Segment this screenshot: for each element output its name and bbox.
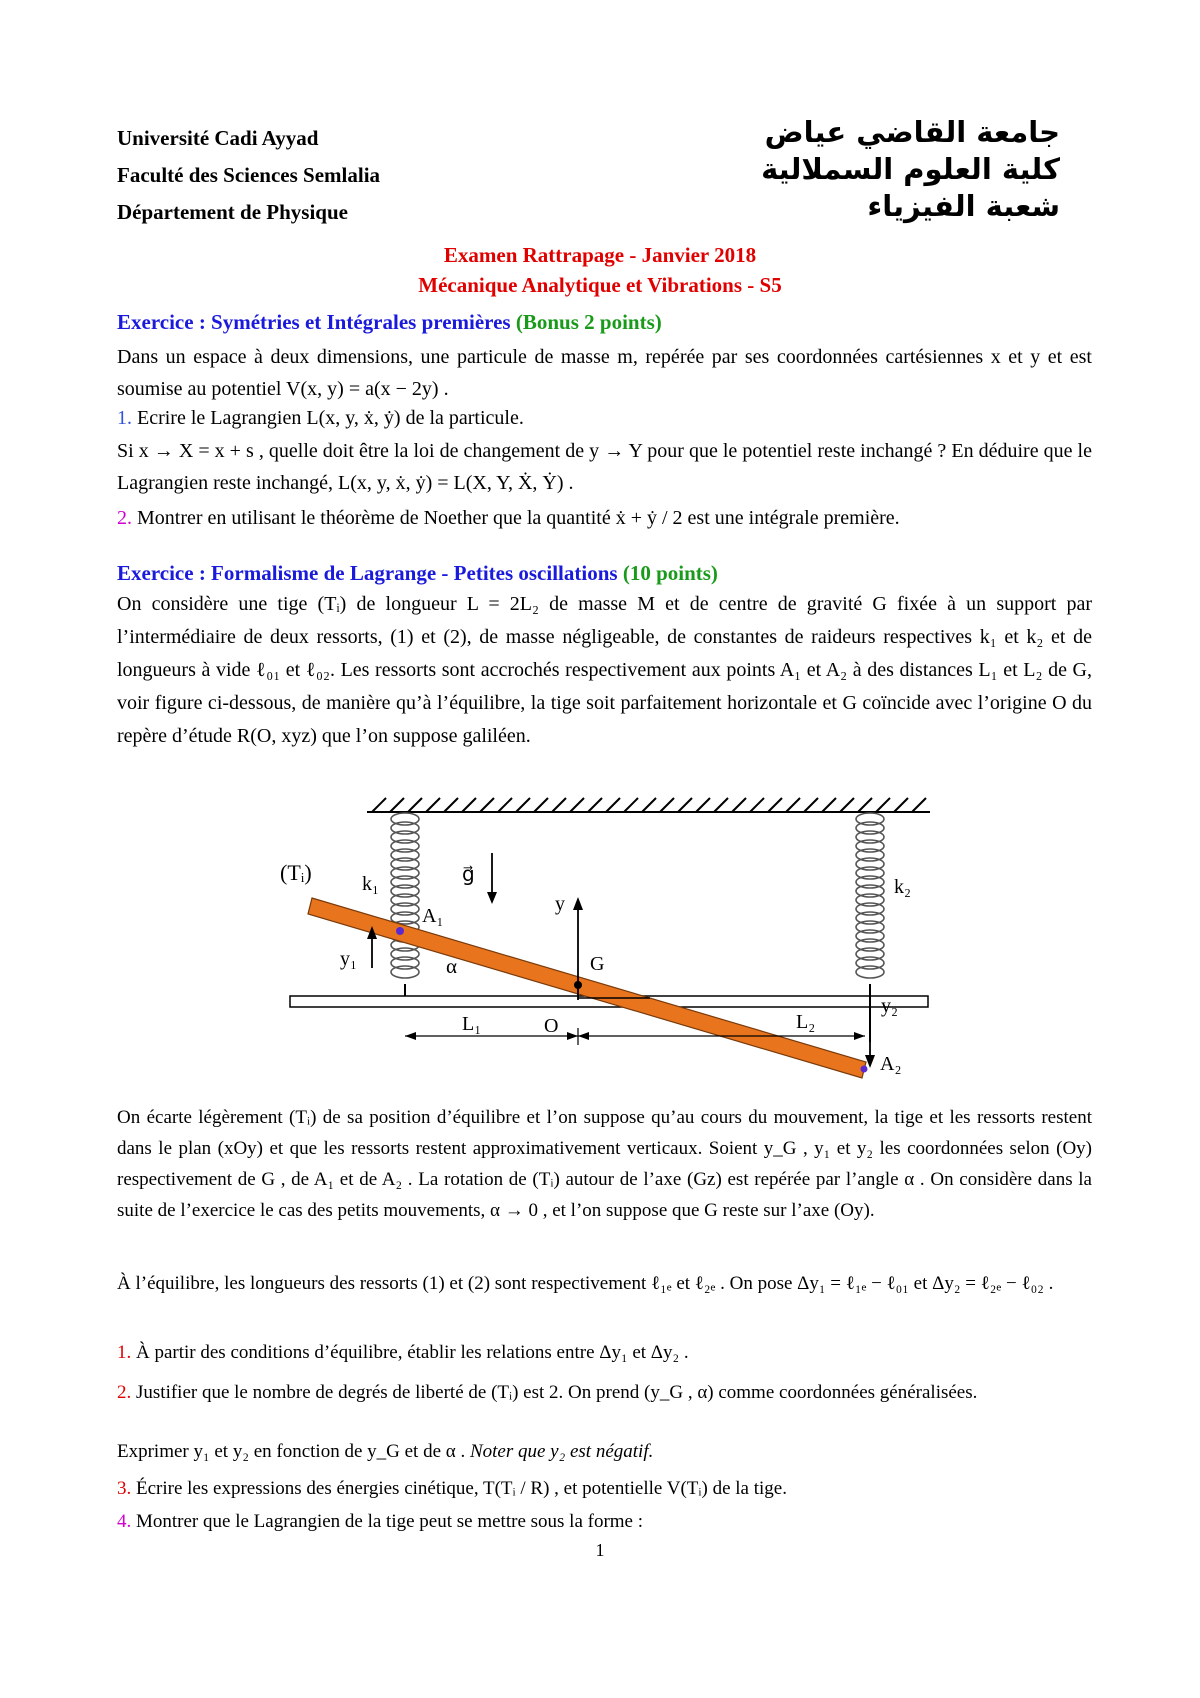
- dim-arrow-right: [854, 1032, 865, 1040]
- ceiling-hatch: [840, 798, 854, 812]
- ceiling-hatch: [786, 798, 800, 812]
- question-text: Exprimer y₁ et y₂ en fonction de y_G et de α .: [117, 1441, 466, 1462]
- question-number: 1.: [117, 1342, 132, 1363]
- ceiling-hatch: [408, 798, 422, 812]
- ceiling-hatch: [390, 798, 404, 812]
- label-a2: A₂: [880, 1053, 902, 1075]
- label-a1: A₁: [422, 905, 444, 927]
- question-text: Montrer que le Lagrangien de la tige peut se mettre sous la forme :: [136, 1511, 644, 1532]
- ceiling-hatch: [876, 798, 890, 812]
- ceiling-hatch: [552, 798, 566, 812]
- question-text: Montrer en utilisant le théorème de Noether que la quantité ẋ + ẏ / 2 est une intégrale première.: [137, 507, 900, 529]
- exercise-2-points: (10 points): [622, 561, 718, 585]
- label-g: g⃗: [462, 864, 475, 886]
- exam-title: Examen Rattrapage - Janvier 2018: [443, 243, 757, 267]
- exercise-2-question-1: [117, 1342, 1092, 1364]
- label-alpha: α: [446, 954, 458, 978]
- exercise-2-question-4: [117, 1511, 1092, 1533]
- question-text: Écrire les expressions des énergies cinétique, T(Tᵢ / R) , et potentielle V(Tᵢ) de la tige.: [136, 1478, 787, 1499]
- exercise-2-question-2b: [117, 1441, 1092, 1463]
- ceiling-hatch: [804, 798, 818, 812]
- exercise-2-paragraph-2: On écarte légèrement (Tᵢ) de sa position d’équilibre et l’on suppose qu’au cours du mouvement, la tige et les ressorts restent dans le plan (xOy) et que les ressorts restent approximativement verticaux. Soient y_G , y₁ et y₂ les coordonnées selon (Oy) respectivement de G , de A₁ et de A₂ . La rotation de (Tᵢ) autour de l’axe (Gz) est repérée par l’angle α . On considère dans la suite de l’exercice le cas des petits mouvements, α → 0 , et l’on suppose que G reste sur l’axe (Oy).: [117, 1107, 1092, 1221]
- exam-subtitle: Mécanique Analytique et Vibrations - S5: [418, 273, 782, 297]
- page-number: 1: [595, 1540, 605, 1560]
- ceiling-hatch: [696, 798, 710, 812]
- question-number: 3.: [117, 1478, 132, 1499]
- label-y2: y₂: [881, 995, 898, 1017]
- label-l1: L₁: [462, 1013, 482, 1035]
- ceiling-hatch: [822, 798, 836, 812]
- label-l2: L₂: [796, 1011, 816, 1033]
- label-y: y: [555, 893, 565, 915]
- department-name-ar: شعبة الفيزياء: [867, 189, 1060, 223]
- exercise-2-question-3: [117, 1478, 1092, 1500]
- spring-1: [391, 813, 419, 978]
- question-text: Ecrire le Lagrangien L(x, y, ẋ, ẏ) de la particule.: [137, 407, 524, 429]
- y-axis-arrow: [573, 897, 583, 910]
- ceiling-hatch: [858, 798, 872, 812]
- exercise-2-question-2: [117, 1377, 1092, 1408]
- dim-arrow-left: [405, 1032, 416, 1040]
- dim-arrow-mid-left: [567, 1032, 578, 1040]
- department-name: Département de Physique: [117, 200, 348, 224]
- ceiling-hatch: [912, 798, 926, 812]
- question-text: Justifier que le nombre de degrés de liberté de (Tᵢ) est 2. On prend (y_G , α) comme coordonnées généralisées.: [136, 1382, 978, 1403]
- ceiling-hatch: [462, 798, 476, 812]
- dim-arrow-mid-right: [578, 1032, 589, 1040]
- ceiling-hatch: [606, 798, 620, 812]
- spring-2: [856, 813, 884, 978]
- exercise-1-points: (Bonus 2 points): [515, 310, 662, 334]
- label-k1: k₁: [362, 873, 379, 895]
- ceiling-support: [367, 798, 930, 812]
- question-number: 2.: [117, 507, 132, 529]
- ceiling-hatch: [570, 798, 584, 812]
- exercise-1-intro: Dans un espace à deux dimensions, une particule de masse m, repérée par ses coordonnées cartésiennes x et y et est soumise au potentiel V(x, y) = a(x − 2y) .: [117, 346, 1092, 400]
- ceiling-hatch: [732, 798, 746, 812]
- ceiling-hatch: [714, 798, 728, 812]
- ceiling-hatch: [660, 798, 674, 812]
- ceiling-hatch: [750, 798, 764, 812]
- exercise-2-intro: On considère une tige (Tᵢ) de longueur L = 2L₂ de masse M et de centre de gravité G fixée à un support par l’intermédiaire de deux ressorts, (1) et (2), de masse négligeable, de constantes de raideurs respectives k₁ et k₂ et de longueurs à vide ℓ₀₁ et ℓ₀₂. Les ressorts sont accrochés respectivement aux points A₁ et A₂ à des distances L₁ et L₂ de G, voir figure ci-dessous, de manière qu’à l’équilibre, la tige soit parfaitement horizontale et G coïncide avec l’origine O du repère d’étude R(O, xyz) que l’on suppose galiléen.: [117, 593, 1092, 747]
- exercise-1-title: Exercice : Symétries et Intégrales premières: [117, 310, 511, 334]
- question-number: 4.: [117, 1511, 132, 1532]
- label-k2: k₂: [894, 876, 911, 898]
- faculty-name-ar: كلية العلوم السملالية: [761, 152, 1060, 186]
- question-number: 2.: [117, 1382, 132, 1403]
- label-o: O: [544, 1015, 559, 1037]
- spring-coil: [856, 966, 884, 978]
- rod: [308, 898, 866, 1078]
- spring-coil: [391, 966, 419, 978]
- question-note: Noter que y₂ est négatif.: [469, 1441, 654, 1462]
- ceiling-hatch: [534, 798, 548, 812]
- ceiling-hatch: [642, 798, 656, 812]
- y2-arrowhead: [865, 1055, 875, 1068]
- exercise-1-question-1b: Si x → X = x + s , quelle doit être la loi de changement de y → Y pour que le potentiel reste inchangé ? En déduire que le Lagrangien reste inchangé, L(x, y, ẋ, ẏ) = L(X, Y, Ẋ, Ẏ) .: [117, 440, 1092, 494]
- ceiling-hatch: [624, 798, 638, 812]
- exercise-2-title: Exercice : Formalisme de Lagrange - Petites oscillations: [117, 561, 618, 585]
- question-text: À partir des conditions d’équilibre, établir les relations entre Δy₁ et Δy₂ .: [136, 1342, 689, 1363]
- ceiling-hatch: [426, 798, 440, 812]
- ceiling-hatch: [768, 798, 782, 812]
- university-name-ar: جامعة القاضي عياض: [764, 115, 1060, 149]
- ceiling-hatch: [480, 798, 494, 812]
- gravity-arrowhead: [487, 892, 497, 904]
- ceiling-hatch: [894, 798, 908, 812]
- exercise-2-paragraph-3: À l’équilibre, les longueurs des ressorts (1) et (2) sont respectivement ℓ₁ₑ et ℓ₂ₑ . On pose Δy₁ = ℓ₁ₑ − ℓ₀₁ et Δy₂ = ℓ₂ₑ − ℓ₀₂ .: [117, 1273, 1054, 1294]
- point-a2: [861, 1066, 868, 1073]
- label-ti: (Tᵢ): [280, 860, 312, 885]
- ceiling-hatch: [372, 798, 386, 812]
- point-a1: [396, 927, 404, 935]
- university-name: Université Cadi Ayyad: [117, 126, 319, 150]
- ceiling-hatch: [444, 798, 458, 812]
- ceiling-hatch: [516, 798, 530, 812]
- label-y1: y₁: [340, 948, 357, 970]
- question-number: 1.: [117, 407, 132, 429]
- ceiling-hatch: [498, 798, 512, 812]
- label-gcenter: G: [590, 953, 605, 975]
- ceiling-hatch: [588, 798, 602, 812]
- faculty-name: Faculté des Sciences Semlalia: [117, 163, 381, 187]
- ceiling-hatch: [678, 798, 692, 812]
